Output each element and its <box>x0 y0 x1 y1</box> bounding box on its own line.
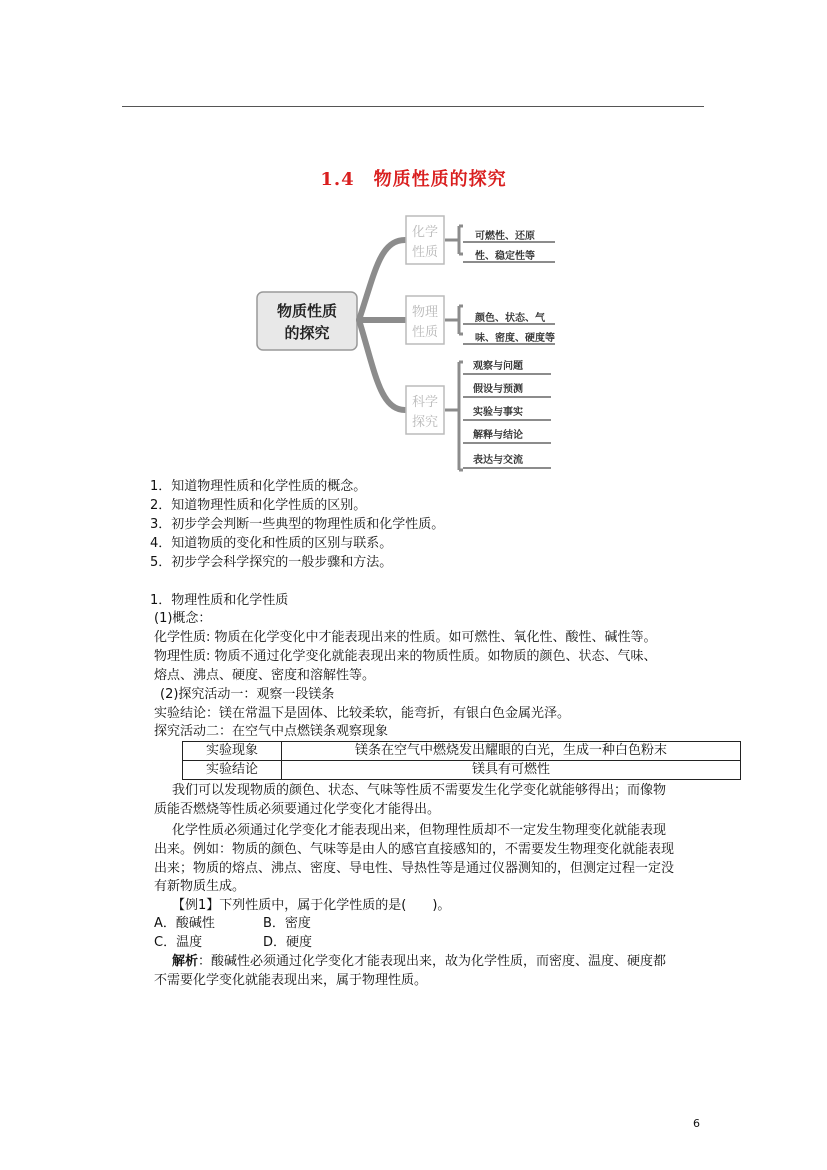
bracket-sci <box>445 362 463 470</box>
node-phys-line1: 物理 <box>411 305 439 320</box>
branch-curve-sci <box>359 320 405 410</box>
table-value-cell: 镁条在空气中燃烧发出耀眼的白光，生成一种白色粉末 <box>282 742 741 761</box>
activity-1-title: (2)探究活动一：观察一段镁条 <box>160 687 335 702</box>
leaf-phys-1: 颜色、状态、气 <box>475 313 545 324</box>
table-value-cell: 镁具有可燃性 <box>282 761 741 780</box>
option-b: B．密度 <box>263 916 311 931</box>
bracket-phys <box>445 306 463 334</box>
analysis-label: 解析 <box>172 954 199 969</box>
node-sci-line1: 科学 <box>411 395 439 410</box>
bracket-chem <box>445 226 463 254</box>
objective-5: 5．初步学会科学探究的一般步骤和方法。 <box>150 555 393 570</box>
physical-property-definition-2: 熔点、沸点、硬度、密度和溶解性等。 <box>154 668 376 683</box>
analysis-line-1 <box>172 952 666 971</box>
table-row <box>183 742 741 761</box>
physical-property-definition-1: 物理性质: 物质不通过化学变化就能表现出来的物质性质。如物质的颜色、状态、气味、 <box>154 649 657 664</box>
leaf-chem-2: 性、稳定性等 <box>475 251 535 262</box>
leaf-sci-1: 观察与问题 <box>473 361 523 372</box>
activity-2-title: 探究活动二：在空气中点燃镁条观察现象 <box>154 724 389 739</box>
concept-label: (1)概念： <box>154 611 212 626</box>
option-a: A．酸碱性 <box>154 916 215 931</box>
objective-4: 4．知道物质的变化和性质的区别与联系。 <box>150 536 393 551</box>
paragraph-2-line-4: 有新物质生成。 <box>154 879 246 894</box>
branch-curve-chem <box>359 240 405 320</box>
paragraph-1-line-2: 质能否燃烧等性质必须要通过化学变化才能得出。 <box>154 802 441 817</box>
paragraph-2-line-1: 化学性质必须通过化学变化才能表现出来，但物理性质却不一定发生物理变化就能表现 <box>172 823 667 838</box>
paragraph-1-line-1: 我们可以发现物质的颜色、状态、气味等性质不需要发生化学变化就能够得出；而像物 <box>172 783 667 798</box>
section-heading: 1．物理性质和化学性质 <box>150 593 289 608</box>
leaf-sci-3: 实验与事实 <box>473 407 523 418</box>
leaf-chem-1: 可燃性、还原 <box>475 231 535 242</box>
mindmap-center-line2: 的探究 <box>284 324 330 342</box>
leaf-sci-5: 表达与交流 <box>473 455 523 466</box>
table-head-cell: 实验结论 <box>183 761 282 780</box>
option-c: C．温度 <box>154 935 203 950</box>
leaf-phys-2: 味、密度、硬度等 <box>475 333 555 344</box>
table-head-cell: 实验现象 <box>183 742 282 761</box>
analysis-line-2: 不需要化学变化就能表现出来，属于物理性质。 <box>154 973 428 988</box>
table-row <box>183 761 741 780</box>
node-sci-line2: 探究 <box>411 415 439 430</box>
example-question: 【例1】下列性质中，属于化学性质的是( )。 <box>172 898 451 913</box>
option-d: D．硬度 <box>263 935 313 950</box>
leaf-sci-4: 解释与结论 <box>473 430 523 441</box>
page-title: 1.4 物质性质的探究 <box>320 169 507 190</box>
header-rule <box>122 106 704 107</box>
page-number: 6 <box>693 1117 700 1130</box>
node-chem-line1: 化学 <box>411 225 439 240</box>
objective-1: 1．知道物理性质和化学性质的概念。 <box>150 479 367 494</box>
objective-3: 3．初步学会判断一些典型的物理性质和化学性质。 <box>150 517 445 532</box>
paragraph-2-line-3: 出来；物质的熔点、沸点、密度、导电性、导热性等是通过仪器测知的，但测定过程一定没 <box>154 861 675 876</box>
node-chem-line2: 性质 <box>411 245 439 260</box>
node-phys-line2: 性质 <box>411 325 439 340</box>
mindmap-center-line1: 物质性质 <box>276 302 338 320</box>
objective-2: 2．知道物理性质和化学性质的区别。 <box>150 498 367 513</box>
concept-mindmap <box>255 212 555 477</box>
experiment-table <box>182 741 741 780</box>
paragraph-2-line-2: 出来。例如：物质的颜色、气味等是由人的感官直接感知的，不需要发生物理变化就能表现 <box>154 842 675 857</box>
chemical-property-definition: 化学性质: 物质在化学变化中才能表现出来的性质。如可燃性、氧化性、酸性、碱性等。 <box>154 630 657 645</box>
leaf-sci-2: 假设与预测 <box>473 384 523 395</box>
activity-1-conclusion: 实验结论：镁在常温下是固体、比较柔软，能弯折，有银白色金属光泽。 <box>154 706 571 721</box>
analysis-text: ：酸碱性必须通过化学变化才能表现出来，故为化学性质，而密度、温度、硬度都 <box>198 954 667 969</box>
